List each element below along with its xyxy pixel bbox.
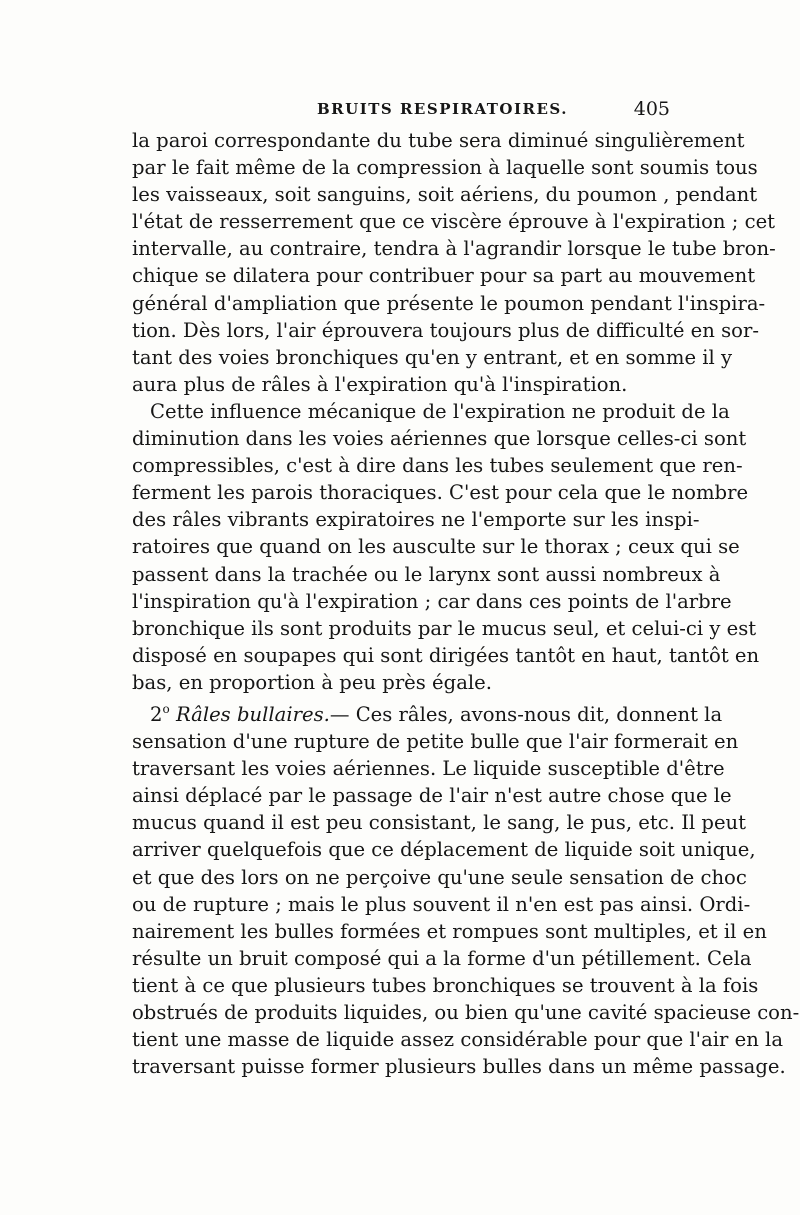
text-line: ou de rupture ; mais le plus souvent il n'en est pas ainsi. Ordi- xyxy=(132,892,751,916)
text-line: tant des voies bronchiques qu'en y entrant, et en somme il y xyxy=(132,345,733,369)
text-line: tient une masse de liquide assez considérable pour que l'air en la xyxy=(132,1028,784,1052)
text-line: nairement les bulles formées et rompues sont multiples, et il en xyxy=(132,919,767,943)
text-line: et que des lors on ne perçoive qu'une seule sensation de choc xyxy=(132,865,747,889)
text-line: résulte un bruit composé qui a la forme d'un pétillement. Cela xyxy=(132,946,752,970)
section-title: Râles bullaires. xyxy=(175,702,330,726)
text-line: la paroi correspondante du tube sera diminué singulièrement xyxy=(132,129,745,152)
running-title: BRUITS RESPIRATOIRES. xyxy=(317,100,568,118)
text-line: ratoires que quand on les ausculte sur le thorax ; ceux qui se xyxy=(132,535,740,559)
page-number: 405 xyxy=(633,98,670,120)
text-line: sensation d'une rupture de petite bulle que l'air formerait en xyxy=(132,730,739,754)
section-first-line: Ces râles, avons-nous dit, donnent la xyxy=(355,702,723,726)
text-line: général d'ampliation que présente le poumon pendant l'inspira- xyxy=(132,291,766,315)
text-line: des râles vibrants expiratoires ne l'emporte sur les inspi- xyxy=(132,508,700,532)
section-dash: — xyxy=(329,702,350,726)
text-line: intervalle, au contraire, tendra à l'agrandir lorsque le tube bron- xyxy=(132,237,776,261)
text-line: disposé en soupapes qui sont dirigées tantôt en haut, tantôt en xyxy=(132,643,760,667)
text-line: aura plus de râles à l'expiration qu'à l'inspiration. xyxy=(132,372,628,396)
text-line: tient à ce que plusieurs tubes bronchiques se trouvent à la fois xyxy=(132,973,759,997)
text-line: tion. Dès lors, l'air éprouvera toujours plus de difficulté en sor- xyxy=(132,318,759,342)
text-line: passent dans la trachée ou le larynx sont aussi nombreux à xyxy=(132,562,721,586)
text-line: l'état de resserrement que ce viscère éprouve à l'expiration ; cet xyxy=(132,210,776,234)
text-line: mucus quand il est peu consistant, le sang, le pus, etc. Il peut xyxy=(132,811,747,835)
text-line: diminution dans les voies aériennes que lorsque celles-ci sont xyxy=(132,427,747,451)
text-line: bronchique ils sont produits par le mucus seul, et celui-ci y est xyxy=(132,616,757,640)
text-line: ferment les parois thoraciques. C'est pour cela que le nombre xyxy=(132,481,749,505)
body-text xyxy=(132,127,800,1080)
text-line: Cette influence mécanique de l'expiration ne produit de la xyxy=(150,399,730,423)
text-line: traversant les voies aériennes. Le liquide susceptible d'être xyxy=(132,757,725,781)
section-heading-line xyxy=(132,696,723,728)
section-number: 2$^o$ xyxy=(150,701,170,726)
text-line: les vaisseaux, soit sanguins, soit aériens, du poumon , pendant xyxy=(132,183,758,207)
text-line: ainsi déplacé par le passage de l'air n'est autre chose que le xyxy=(132,784,732,808)
text-line: obstrués de produits liquides, ou bien qu'une cavité spacieuse con- xyxy=(132,1001,800,1024)
running-head xyxy=(132,100,670,124)
text-line: par le fait même de la compression à laquelle sont soumis tous xyxy=(132,156,758,180)
text-line: bas, en proportion à peu près égale. xyxy=(132,670,492,694)
text-line: l'inspiration qu'à l'expiration ; car dans ces points de l'arbre xyxy=(132,589,732,613)
text-line: arriver quelquefois que ce déplacement de liquide soit unique, xyxy=(132,838,756,862)
text-line: chique se dilatera pour contribuer pour sa part au mouvement xyxy=(132,264,756,288)
text-line: traversant puisse former plusieurs bulles dans un même passage. xyxy=(132,1055,786,1079)
text-line: compressibles, c'est à dire dans les tubes seulement que ren- xyxy=(132,454,743,478)
